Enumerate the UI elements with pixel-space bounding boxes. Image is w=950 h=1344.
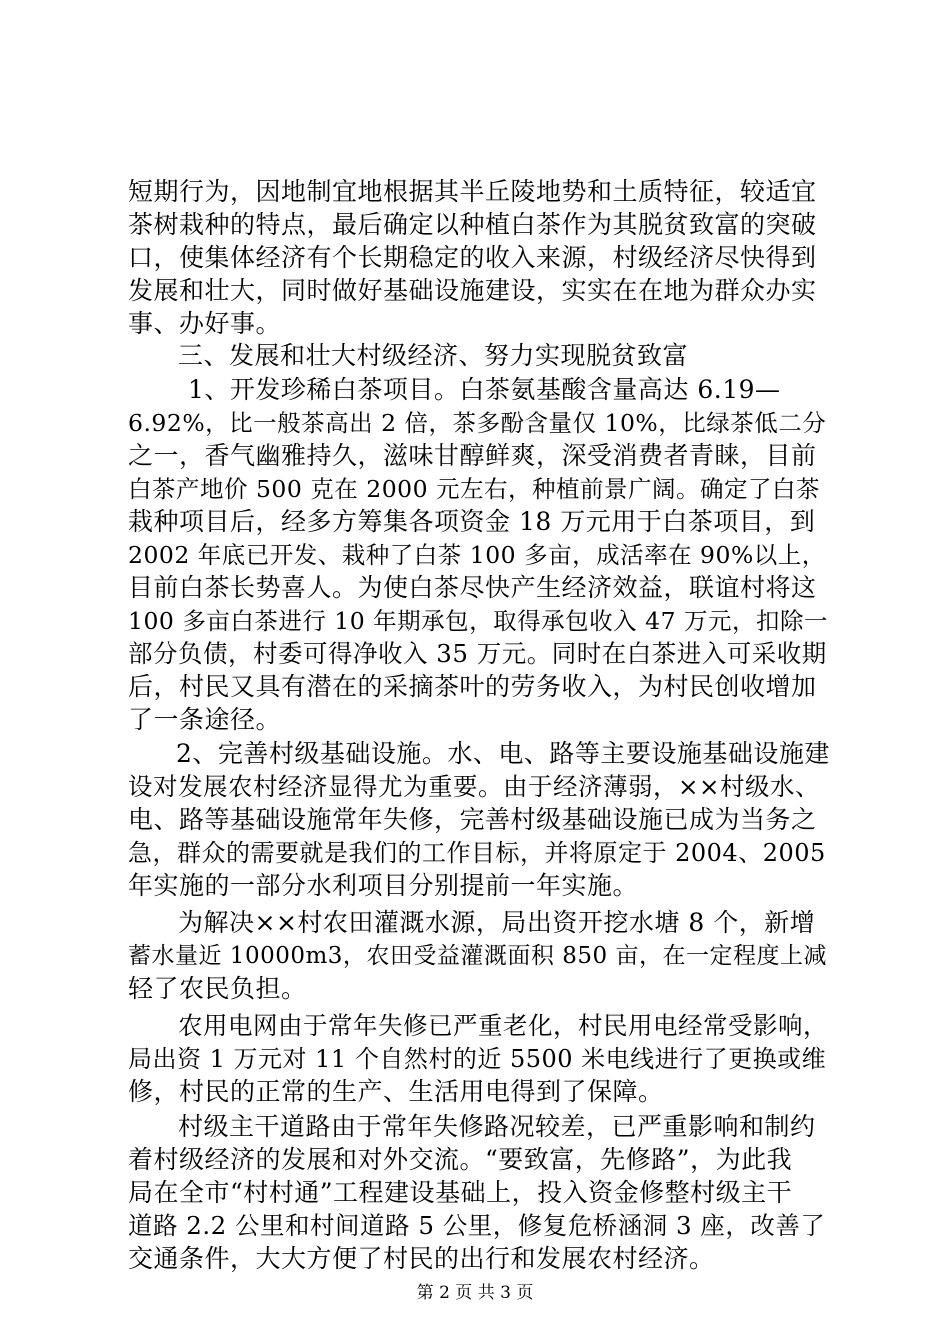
text-line: 交通条件，大大方便了村民的出行和发展农村经济。 (128, 1244, 715, 1273)
text-line: 2002 年底已开发、栽种了白茶 100 多亩，成活率在 90%以上， (128, 541, 826, 569)
text-line: 修，村民的正常的生产、生活用电得到了保障。 (128, 1077, 664, 1106)
text-line: 蓄水量近 10000m3，农田受益灌溉面积 850 亩，在一定程度上减 (128, 943, 827, 969)
text-line: 2、完善村级基础设施。水、电、路等主要设施基础设施建 (176, 739, 830, 768)
text-line: 局在全市“村村通”工程建设基础上，投入资金修整村级主干 (128, 1178, 793, 1207)
text-line: 白茶产地价 500 克在 2000 元左右，种植前景广阔。确定了白茶 (128, 475, 821, 503)
text-line: 局出资 1 万元对 11 个自然村的近 5500 米电线进行了更换或维 (128, 1045, 827, 1073)
text-line: 1、开发珍稀白茶项目。白茶氨基酸含量高达 6.19— (188, 375, 781, 404)
text-line: 道路 2.2 公里和村间道路 5 公里，修复危桥涵洞 3 座，改善了 (128, 1211, 826, 1240)
text-line: 急，群众的需要就是我们的工作目标，并将原定于 2004、2005 (128, 839, 826, 867)
text-line: 村级主干道路由于常年失修路况较差，已严重影响和制约 (178, 1112, 816, 1141)
text-line: 短期行为，因地制宜地根据其半丘陵地势和土质特征，较适宜 (128, 177, 817, 206)
text-line: 了一条途径。 (128, 705, 282, 734)
text-line: 设对发展农村经济显得尤为重要。由于经济薄弱，××村级水、 (128, 772, 821, 801)
text-line: 事、办好事。 (128, 309, 282, 338)
text-line: 发展和壮大，同时做好基础设施建设，实实在在地为群众办实 (128, 276, 817, 305)
text-line: 100 多亩白茶进行 10 年期承包，取得承包收入 47 万元，扣除一 (128, 607, 829, 635)
text-line: 农用电网由于常年失修已严重老化，村民用电经常受影响， (178, 1011, 828, 1040)
page-number-footer: 第 2 页 共 3 页 (416, 1283, 534, 1303)
text-line: 目前白茶长势喜人。为使白茶尽快产生经济效益，联谊村将这 (128, 573, 817, 602)
section-heading: 三、发展和壮大村级经济、努力实现脱贫致富 (178, 341, 689, 370)
text-line: 6.92%，比一般茶高出 2 倍，茶多酚含量仅 10%，比绿茶低二分 (128, 409, 827, 437)
text-line: 部分负债，村委可得净收入 35 万元。同时在白茶进入可采收期 (128, 639, 827, 668)
text-line: 栽种项目后，经多方筹集各项资金 18 万元用于白茶项目，到 (128, 507, 816, 536)
text-line: 后，村民又具有潜在的采摘茶叶的劳务收入，为村民创收增加 (128, 672, 817, 701)
text-line: 为解决××村农田灌溉水源，局出资开挖水塘 8 个，新增 (178, 908, 816, 937)
text-line: 电、路等基础设施常年失修，完善村级基础设施已成为当务之 (128, 805, 817, 834)
text-line: 茶树栽种的特点，最后确定以种植白茶作为其脱贫致富的突破 (128, 210, 817, 239)
text-line: 着村级经济的发展和对外交流。“要致富，先修路”，为此我 (128, 1145, 793, 1174)
text-line: 轻了农民负担。 (128, 974, 307, 1003)
text-line: 口，使集体经济有个长期稳定的收入来源，村级经济尽快得到 (128, 243, 817, 272)
text-line: 年实施的一部分水利项目分别提前一年实施。 (128, 871, 639, 900)
text-line: 之一，香气幽雅持久，滋味甘醇鲜爽，深受消费者青睐，目前 (128, 441, 817, 470)
